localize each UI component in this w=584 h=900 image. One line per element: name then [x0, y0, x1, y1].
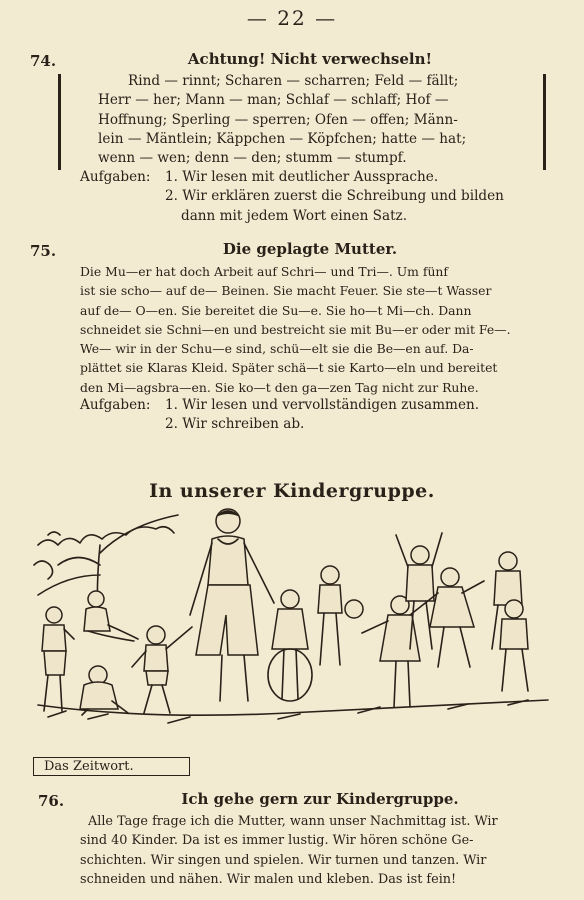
exercise-75-tasks	[165, 396, 535, 435]
text-line: Alle Tage frage ich die Mutter, wann unser Nachmittag ist. Wir	[88, 814, 498, 829]
exercise-75-number: 75.	[30, 242, 57, 260]
child-boy-right-front	[500, 600, 528, 691]
page-number: — 22 —	[246, 6, 338, 30]
exercise-74-title: Achtung! Nicht verwechseln!	[187, 50, 433, 68]
child-crouching	[80, 666, 128, 715]
text-line: Hoffnung; Sperling — sperren; Ofen — offen; Männ-	[98, 111, 458, 128]
exercise-76-number: 76.	[38, 792, 65, 810]
text-line: sind 40 Kinder. Da ist es immer lustig. Wir hören schöne Ge-	[80, 833, 474, 849]
exercise-75-tasks-label: Aufgaben:	[80, 397, 151, 413]
task-item: 1. Wir lesen und vervollständigen zusammen.	[165, 397, 480, 413]
task-item: 2. Wir erklären zuerst die Schreibung und bilden	[165, 188, 504, 205]
exercise-75-title: Die geplagte Mutter.	[222, 240, 398, 258]
grammar-topic-box: Das Zeitwort.	[33, 757, 190, 776]
child-girl-reaching	[362, 596, 420, 707]
text-line: den Mi—agsbra—en. Sie ko—t den ga—zen Tag nicht zur Ruhe.	[80, 379, 479, 395]
child-boy-center	[132, 626, 192, 713]
mother	[190, 509, 274, 701]
right-margin-bar	[543, 74, 546, 170]
child-boy-ball	[318, 566, 363, 665]
exercise-74-number: 74.	[30, 52, 57, 70]
text-line: schneidet sie Schni—en und bestreicht sie mit Bu—er oder mit Fe—.	[80, 321, 511, 337]
task-item: dann mit jedem Wort einen Satz.	[181, 207, 408, 224]
exercise-75-text	[80, 262, 566, 397]
children-playing-illustration	[28, 505, 558, 735]
child-boy-left	[42, 607, 74, 711]
exercise-76-title: Ich gehe gern zur Kindergruppe.	[181, 790, 459, 808]
text-line: auf de— O—en. Sie bereitet die Su—e. Sie ho—t Mi—ch. Dann	[80, 302, 472, 318]
left-margin-bar	[58, 74, 61, 170]
text-line: ist sie scho— auf de— Beinen. Sie macht Feuer. Sie ste—t Wasser	[80, 283, 492, 299]
child-girl-hoop	[268, 590, 312, 701]
section-title: In unserer Kindergruppe.	[149, 480, 435, 502]
exercise-74-text	[98, 72, 526, 168]
text-line: Rind — rinnt; Scharen — scharren; Feld — fällt;	[128, 73, 459, 89]
text-line: wenn — wen; denn — den; stumm — stumpf.	[98, 150, 407, 167]
text-line: lein — Mäntlein; Käppchen — Köpfchen; hatte — hat;	[98, 130, 467, 147]
text-line: Die Mu—er hat doch Arbeit auf Schri— und Tri—. Um fünf	[80, 264, 448, 279]
text-line: schneiden und nähen. Wir malen und kleben. Das ist fein!	[80, 871, 457, 887]
text-line: plättet sie Klaras Kleid. Später schä—t sie Karto—eln und bereitet	[80, 360, 498, 376]
exercise-76-text	[80, 812, 566, 889]
task-item: 2. Wir schreiben ab.	[165, 416, 305, 433]
task-item: 1. Wir lesen mit deutlicher Aussprache.	[165, 169, 439, 185]
exercise-74-tasks-label: Aufgaben:	[80, 169, 151, 185]
text-line: We— wir in der Schu—e sind, schü—elt sie die Be—en auf. Da-	[80, 341, 474, 357]
text-line: schichten. Wir singen und spielen. Wir turnen und tanzen. Wir	[80, 852, 487, 868]
child-sitting-tree	[84, 591, 138, 641]
exercise-74-tasks	[165, 168, 535, 226]
text-line: Herr — her; Mann — man; Schlaf — schlaff; Hof —	[98, 92, 449, 109]
